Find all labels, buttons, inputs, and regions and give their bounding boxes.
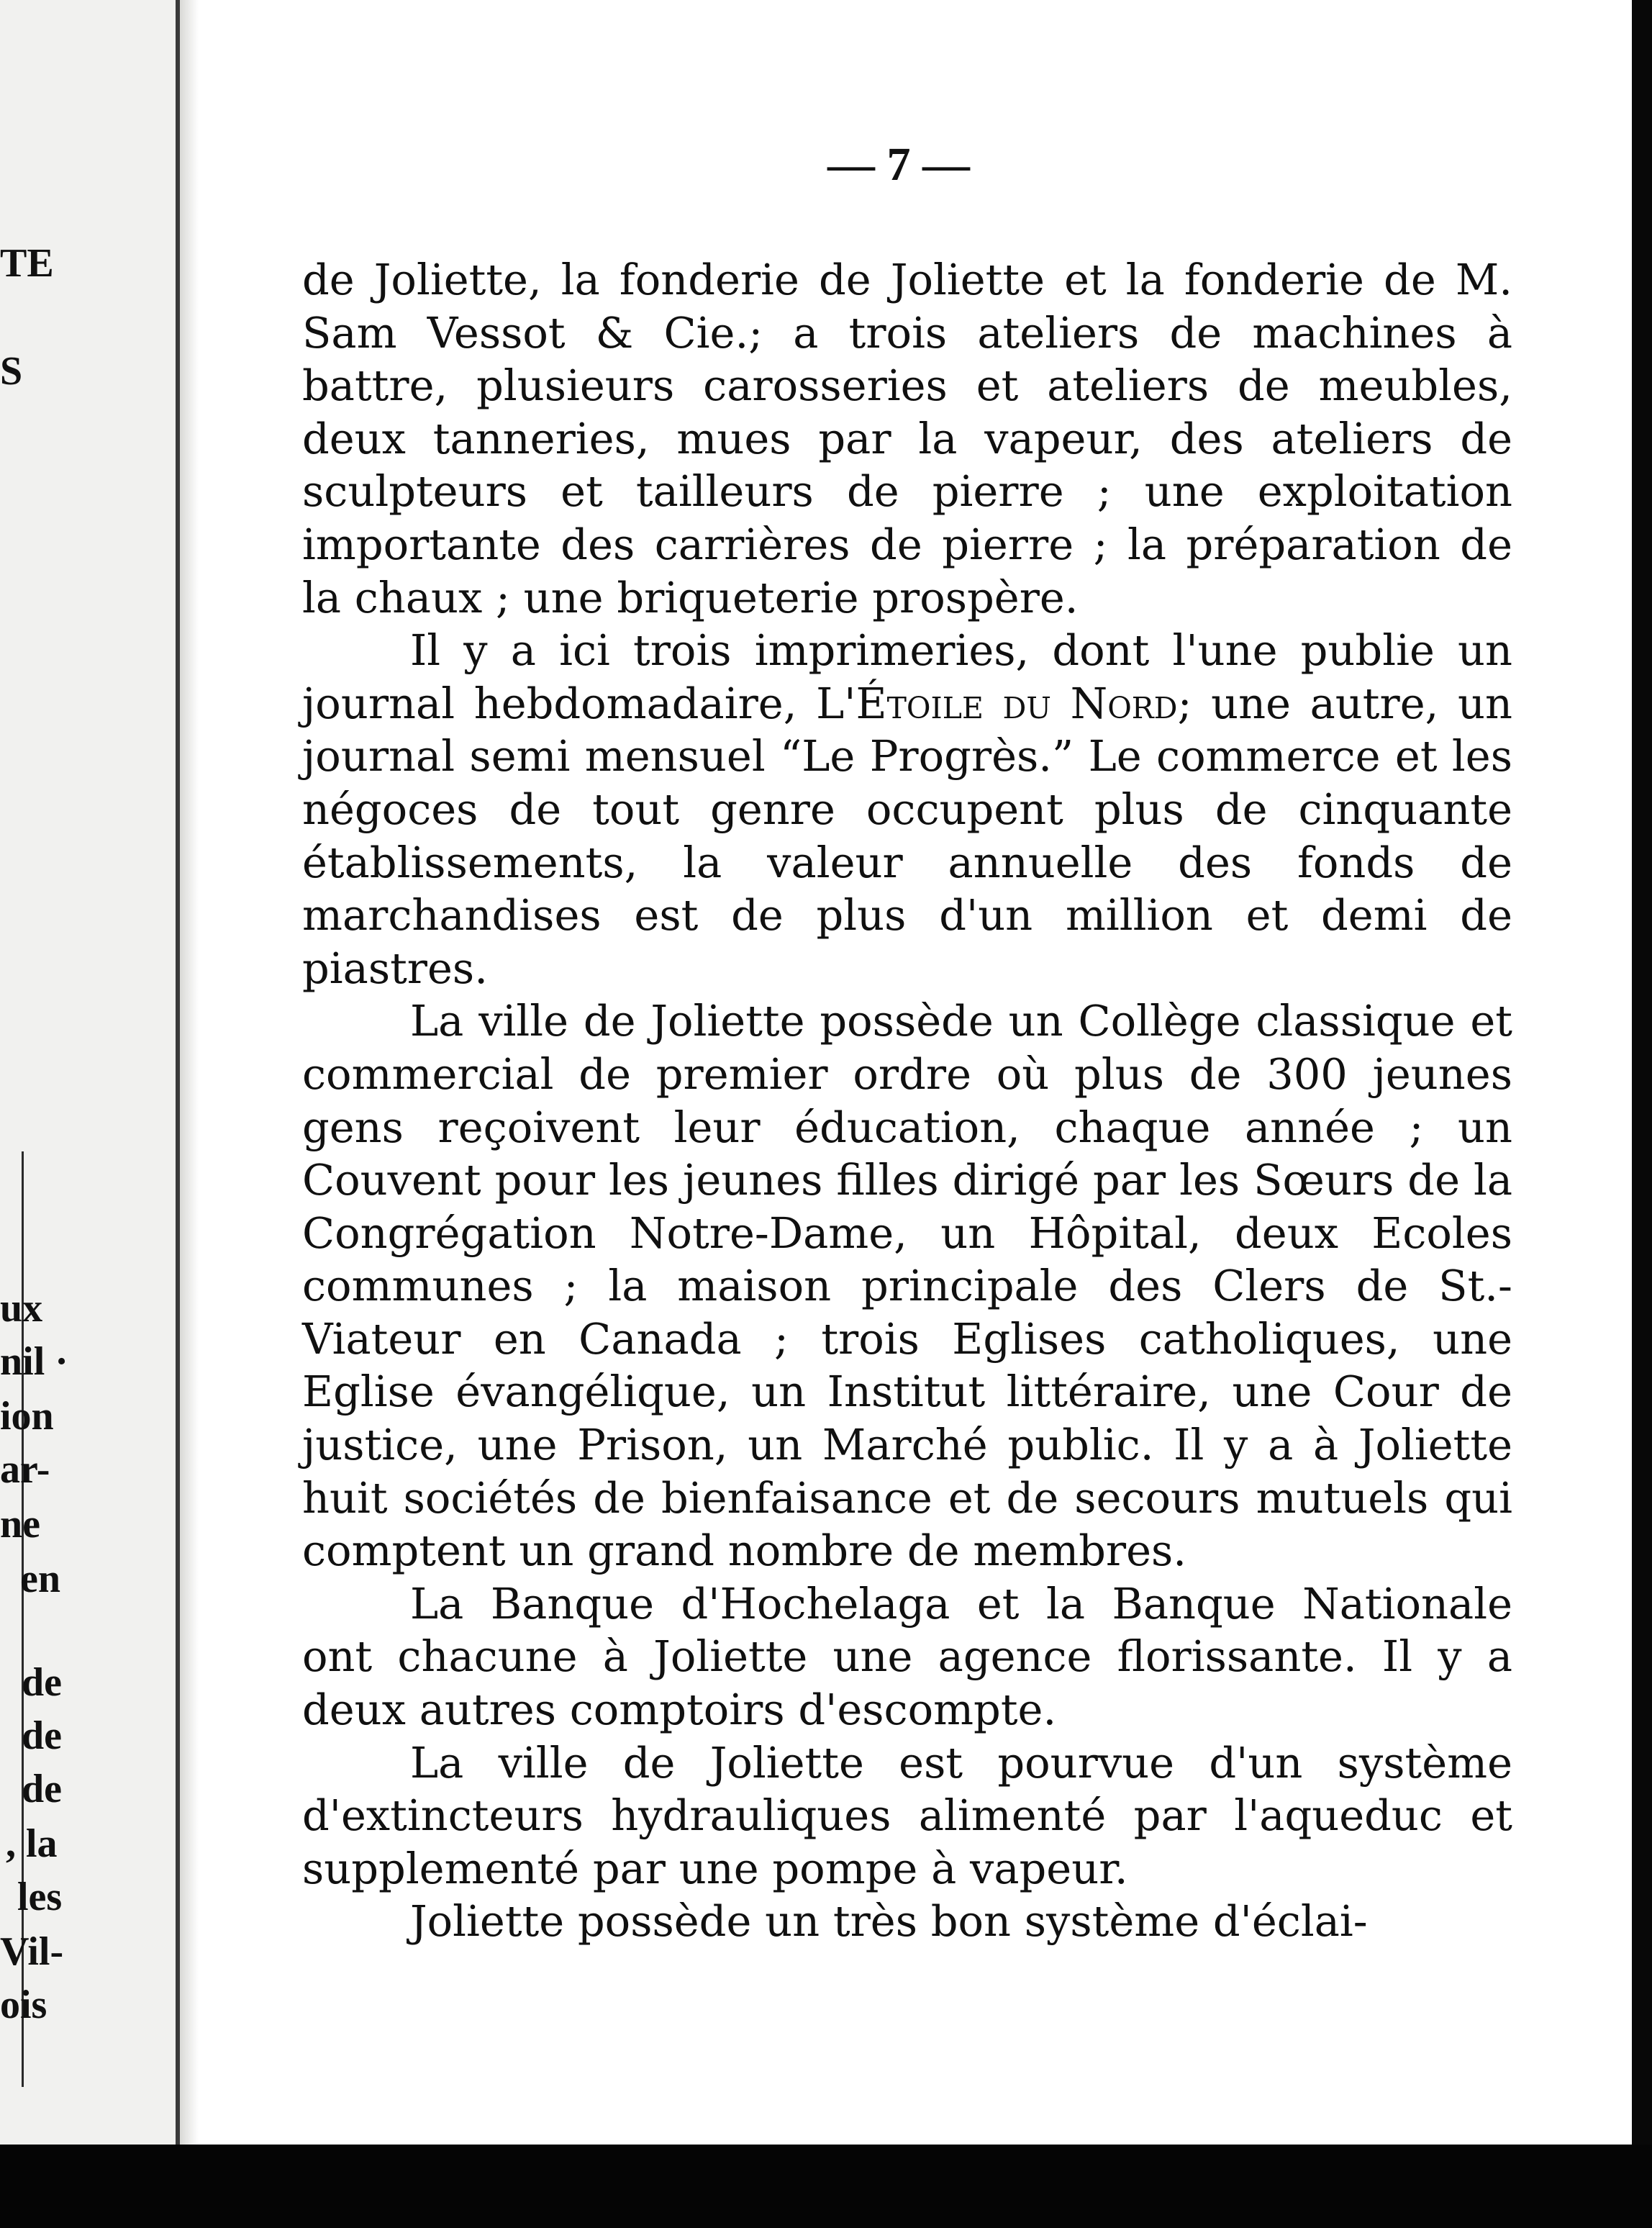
page-number: — 7 — [827,138,970,191]
previous-page-fragment: , la [6,1821,58,1866]
body-text [302,253,1512,1948]
paragraph-text: ; une autre, un journal semi mensuel “Le Progrès.” Le commerce et les négoces de tout genre occupent plus de cinquante établissements, la valeur annuelle des fonds de marchandises est de plus d'un million et demi de piastres. [302,678,1512,993]
previous-page-fragment: de [22,1660,62,1705]
previous-page-fragment: S [0,349,23,394]
paragraph [302,1577,1512,1736]
scan-border-bottom [0,2145,1652,2228]
previous-page-fragment: TE [0,241,54,286]
previous-page-fragment: ion [0,1394,54,1439]
previous-page-fragment: ne [0,1502,40,1547]
paragraph [302,1895,1512,1948]
paragraph [302,1736,1512,1896]
newspaper-title: L'Étoile du Nord [816,678,1178,728]
previous-page-fragment: de [22,1713,62,1758]
previous-page-fragment: de [22,1767,62,1811]
previous-page-fragment: ux [0,1286,43,1331]
previous-page-fragment: ois [0,1983,47,2027]
gutter-shadow [180,0,199,2145]
paragraph-text: La Banque d'Hochelaga et la Banque Nationale ont chacune à Joliette une agence florissante. Il y a deux autres comptoirs d'escompte. [302,1578,1512,1735]
previous-page-fragment: Vil- [0,1929,64,1974]
paragraph [302,624,1512,995]
previous-page-fragment: les [17,1875,63,1919]
previous-page-fragment: nil · [0,1339,68,1384]
paragraph-text: de Joliette, la fonderie de Joliette et la fonderie de M. Sam Vessot & Cie.; a trois ateliers de machines à battre, plusieurs carosseries et ateliers de meubles, deux tanneries, mues par la vapeur, des ateliers de sculpteurs et tailleurs de pierre ; une exploitation importante des carrières de pierre ; la préparation de la chaux ; une briqueterie prospère. [302,255,1512,622]
previous-page-fragment: ar- [0,1447,50,1492]
paragraph-text: Joliette possède un très bon système d'éclai- [410,1896,1368,1947]
paragraph [302,995,1512,1577]
paragraph-text: La ville de Joliette est pourvue d'un système d'extincteurs hydrauliques alimenté par l'aqueduc et supplementé par une pompe à vapeur. [302,1737,1512,1893]
paragraph [302,253,1512,624]
paragraph-text: La ville de Joliette possède un Collège classique et commercial de premier ordre où plus de 300 jeunes gens reçoivent leur éducation, chaque année ; un Couvent pour les jeunes filles dirigé par les Sœurs de la Congrégation Notre-Dame, un Hôpital, deux Ecoles communes ; la maison principale des Clers de St.-Viateur en Canada ; trois Eglises catholiques, une Eglise évangélique, un Institut littéraire, une Cour de justice, une Prison, un Marché public. Il y a à Joliette huit sociétés de bienfaisance et de secours mutuels qui comptent un grand nombre de membres. [302,996,1512,1576]
previous-page-fragment: en [20,1557,60,1601]
paragraph-text: Il y a ici trois imprimeries, dont l'une publie un journal hebdomadaire, [302,625,1512,728]
previous-page-strip [0,0,176,2145]
scan-border-right [1632,0,1652,2228]
